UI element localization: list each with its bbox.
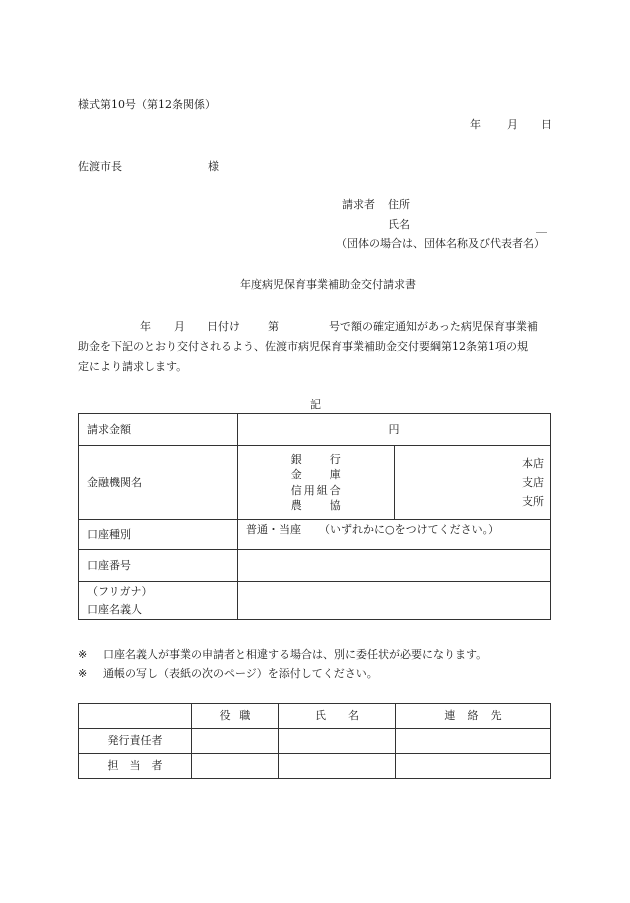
- institution-type-kinko: 金 庫: [290, 468, 341, 482]
- requester-name-label: 氏名: [388, 218, 410, 231]
- branch-type-sub: 支所: [522, 495, 544, 509]
- account-type-label: 口座種別: [79, 520, 238, 550]
- note-mark-2: ※: [78, 667, 88, 680]
- requester-address-label: 住所: [388, 198, 410, 211]
- body-line-2: 助金を下記のとおり交付されるよう、佐渡市病児保育事業補助金交付要綱第12条第1項の規: [78, 340, 528, 353]
- person-name-cell[interactable]: [279, 754, 396, 779]
- institution-type-credit-union: 信用組合: [290, 483, 341, 497]
- institution-type-nokyo: 農 協: [290, 498, 341, 512]
- holder-row: [79, 582, 551, 620]
- staff-table: [78, 703, 551, 779]
- document-title: 年度病児保育事業補助金交付請求書: [240, 278, 416, 291]
- person-position-cell[interactable]: [192, 754, 279, 779]
- amount-unit: 円: [388, 422, 400, 436]
- institution-type-bank: 銀 行: [290, 453, 341, 467]
- issuer-position-cell[interactable]: [192, 729, 279, 754]
- issuer-contact-cell[interactable]: [396, 729, 551, 754]
- account-number-cell[interactable]: [238, 550, 551, 582]
- account-type-note: （いずれかに○をつけてください。）: [319, 523, 500, 536]
- note-text-1: 口座名義人が事業の申請者と相違する場合は、別に委任状が必要になります。: [103, 648, 488, 661]
- account-number-label: 口座番号: [79, 550, 238, 582]
- staff-header-row: [79, 704, 551, 729]
- staff-row-person: [79, 754, 551, 779]
- bank-info-table: [78, 413, 551, 620]
- account-type-row: [79, 520, 551, 550]
- holder-label-cell: [79, 582, 238, 620]
- staff-row-person-label: 担当者: [79, 754, 192, 779]
- amount-value-cell[interactable]: [238, 414, 551, 446]
- requester-label: 請求者: [342, 198, 375, 211]
- staff-row-issuer-label: 発行責任者: [79, 729, 192, 754]
- issuer-name-cell[interactable]: [279, 729, 396, 754]
- body-line-3: 定により請求します。: [78, 360, 188, 373]
- body-year: 年: [140, 320, 151, 333]
- date-year: 年: [470, 118, 481, 131]
- date-day: 日: [541, 118, 552, 131]
- date-month: 月: [507, 118, 518, 131]
- body-dai: 第: [268, 320, 279, 333]
- staff-row-issuer: [79, 729, 551, 754]
- amount-row: [79, 414, 551, 446]
- branch-type-cell[interactable]: [394, 446, 551, 520]
- body-month: 月: [174, 320, 185, 333]
- body-day: 日付け: [207, 320, 240, 333]
- addressee-honorific: 様: [208, 160, 219, 173]
- holder-name-cell[interactable]: [238, 582, 551, 620]
- note-mark-1: ※: [78, 648, 88, 661]
- account-number-row: [79, 550, 551, 582]
- staff-header-contact: 連絡先: [396, 704, 551, 729]
- institution-row: [79, 446, 551, 520]
- branch-type-branch: 支店: [522, 475, 544, 489]
- addressee-title: 佐渡市長: [78, 160, 122, 173]
- requester-name-mark: ＿: [536, 221, 547, 234]
- form-number: 様式第10号（第12条関係）: [78, 98, 216, 111]
- furigana-label: （フリガナ）: [87, 585, 153, 599]
- institution-label: 金融機関名: [79, 446, 238, 520]
- institution-type-list: [238, 453, 394, 512]
- requester-note: （団体の場合は、団体名称及び代表者名）: [336, 237, 545, 250]
- account-type-cell[interactable]: [238, 520, 551, 550]
- branch-type-list: [395, 457, 551, 509]
- staff-header-position: 役職: [192, 704, 279, 729]
- person-contact-cell[interactable]: [396, 754, 551, 779]
- branch-type-main: 本店: [522, 456, 544, 470]
- staff-header-name: 氏名: [279, 704, 396, 729]
- ki-heading: 記: [310, 398, 321, 411]
- staff-header-blank: [79, 704, 192, 729]
- holder-label: 口座名義人: [87, 602, 142, 616]
- institution-type-cell[interactable]: [238, 446, 395, 520]
- note-text-2: 通帳の写し（表紙の次のページ）を添付してください。: [103, 667, 378, 680]
- account-type-value: 普通・当座: [246, 523, 301, 536]
- body-rest: 号で額の確定通知があった病児保育事業補: [329, 320, 538, 333]
- amount-label: 請求金額: [79, 414, 238, 446]
